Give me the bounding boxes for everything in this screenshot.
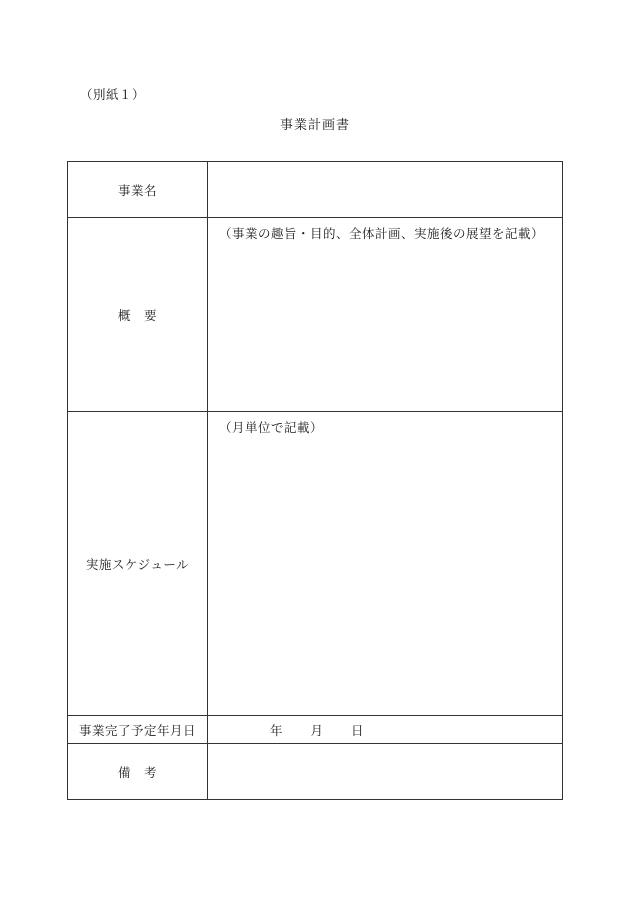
business-plan-form xyxy=(67,161,563,800)
overview-label: 概 要 xyxy=(68,218,208,412)
form-row-schedule xyxy=(68,412,563,716)
remarks-label: 備 考 xyxy=(68,744,208,800)
month-unit: 月 xyxy=(310,722,324,738)
form-row-project-name xyxy=(68,162,563,218)
schedule-field[interactable] xyxy=(208,412,563,716)
overview-instruction: （事業の趣旨・目的、全体計画、実施後の展望を記載） xyxy=(219,226,545,241)
day-unit: 日 xyxy=(351,722,364,738)
schedule-instruction: （月単位で記載） xyxy=(219,420,324,435)
schedule-label: 実施スケジュール xyxy=(68,412,208,716)
project-name-field[interactable] xyxy=(208,162,563,218)
remarks-field[interactable] xyxy=(208,744,563,800)
form-row-completion-date xyxy=(68,716,563,744)
form-row-overview xyxy=(68,218,563,412)
form-row-remarks xyxy=(68,744,563,800)
project-name-label: 事業名 xyxy=(68,162,208,218)
date-units xyxy=(208,721,562,739)
annex-label: （別紙１） xyxy=(80,87,146,102)
year-unit: 年 xyxy=(270,722,283,738)
overview-field[interactable] xyxy=(208,218,563,412)
completion-date-field[interactable] xyxy=(208,716,563,744)
document-title: 事業計画書 xyxy=(279,118,350,133)
completion-date-label: 事業完了予定年月日 xyxy=(68,716,208,744)
